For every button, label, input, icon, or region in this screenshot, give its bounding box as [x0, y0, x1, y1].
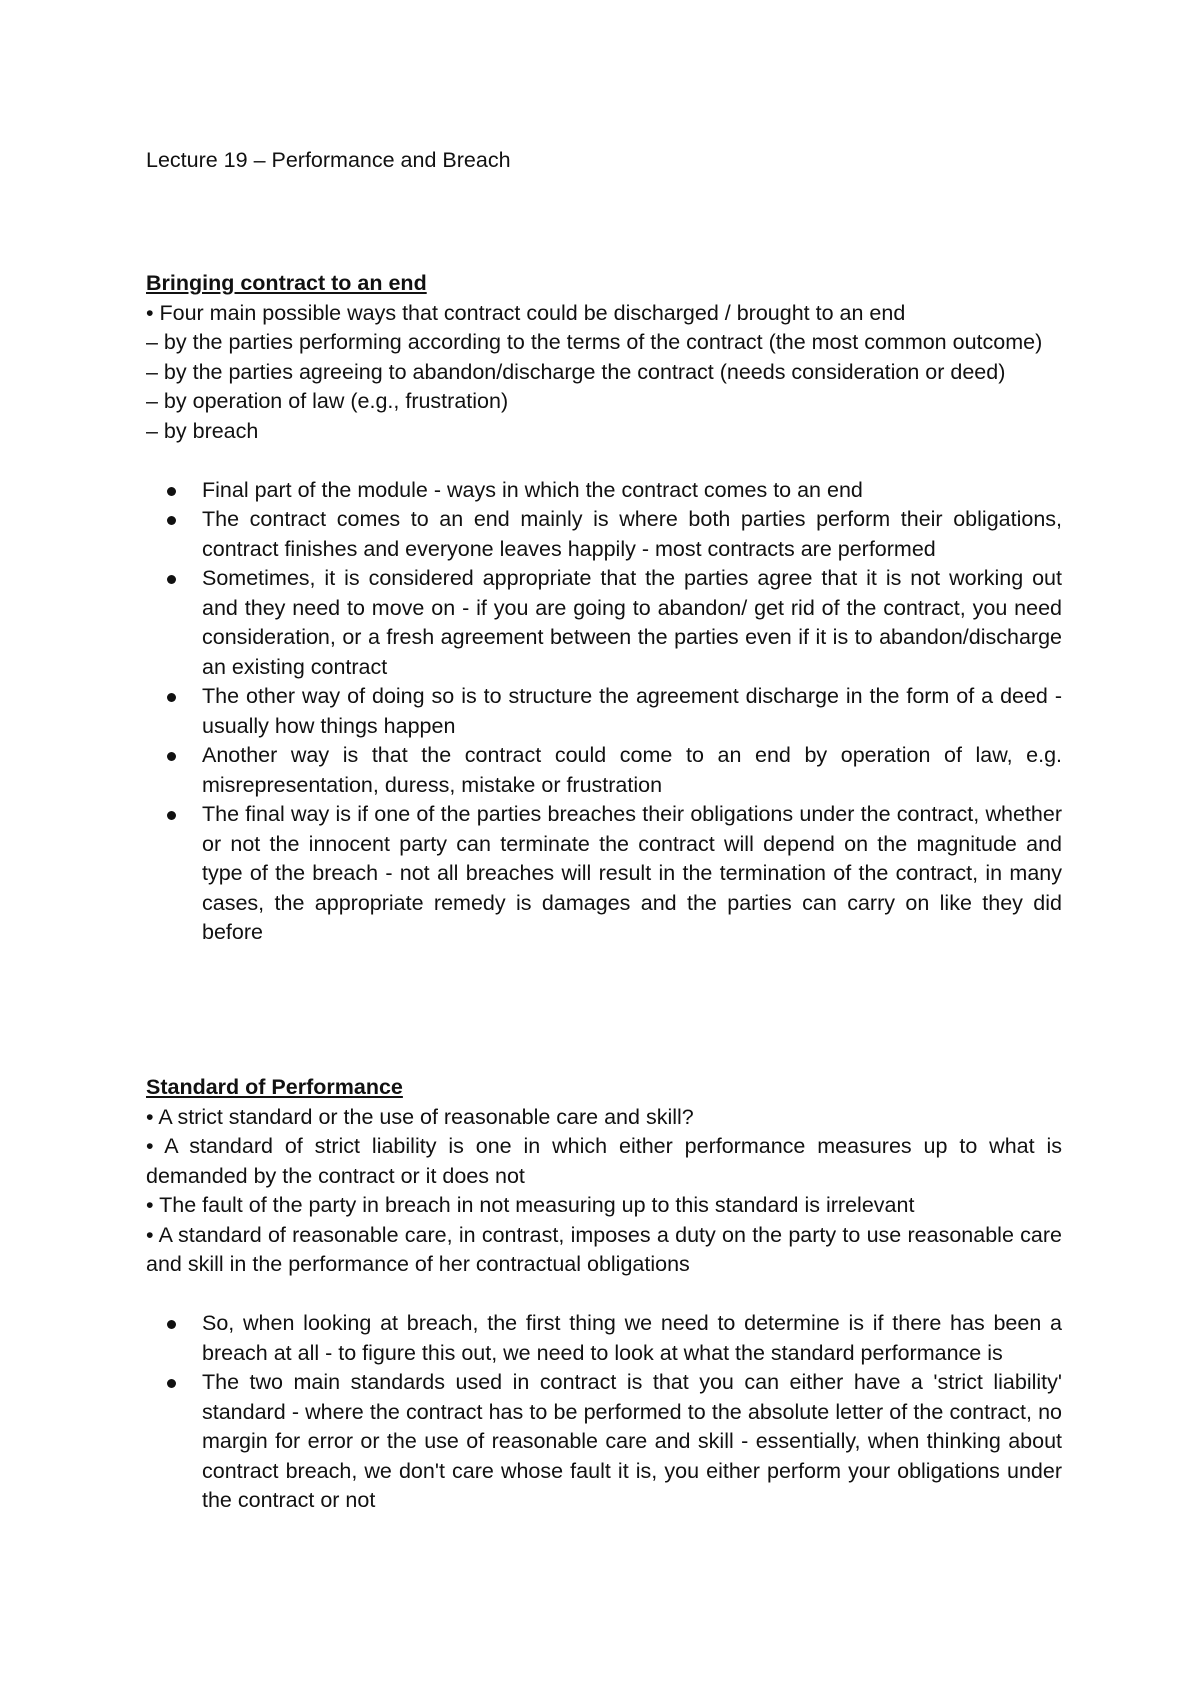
- bullet-item: [146, 564, 1062, 682]
- bullet-text: Sometimes, it is considered appropriate that the parties agree that it is not working out and they need to move on - if you are going to abandon/ get rid of the contract, you need consideration, or a fresh agreement between the parties even if it is to abandon/discharge an existing contract: [202, 566, 1062, 679]
- bullet-dot-icon: [167, 1379, 176, 1388]
- bullet-item: [146, 1309, 1062, 1368]
- bullet-dot-icon: [167, 752, 176, 761]
- bullet-text: The contract comes to an end mainly is where both parties perform their obligations, contract finishes and everyone leaves happily - most contracts are performed: [202, 507, 1062, 561]
- bullet-item: [146, 1368, 1062, 1516]
- bullet-dot-icon: [167, 575, 176, 584]
- section-heading: Standard of Performance: [146, 1075, 403, 1099]
- bullet-dot-icon: [167, 693, 176, 702]
- bullet-item: [146, 800, 1062, 948]
- bullet-text: Final part of the module - ways in which the contract comes to an end: [202, 477, 863, 502]
- bullet-text: Another way is that the contract could come to an end by operation of law, e.g. misrepresentation, duress, mistake or frustration: [202, 743, 1062, 797]
- paragraph: • A standard of strict liability is one in which either performance measures up to what is demanded by the contract or it does not: [146, 1134, 1062, 1188]
- paragraph: – by the parties agreeing to abandon/discharge the contract (needs consideration or deed): [146, 359, 1006, 384]
- document-page: [146, 0, 1062, 1698]
- paragraph: – by operation of law (e.g., frustration): [146, 389, 509, 413]
- bullet-dot-icon: [167, 487, 176, 496]
- section-standard-of-performance: [146, 1073, 1062, 1516]
- paragraph: • A strict standard or the use of reasonable care and skill?: [146, 1104, 694, 1129]
- bullet-text: So, when looking at breach, the first thing we need to determine is if there has been a breach at all - to figure this out, we need to look at what the standard performance is: [202, 1311, 1062, 1365]
- section-bringing-contract-to-end: [146, 269, 1062, 948]
- page-title: Lecture 19 – Performance and Breach: [146, 148, 511, 172]
- bullet-dot-icon: [167, 1320, 176, 1329]
- bullet-item: [146, 741, 1062, 800]
- bullet-item: [146, 505, 1062, 564]
- bullet-text: The final way is if one of the parties breaches their obligations under the contract, whether or not the innocent party can terminate the contract will depend on the magnitude and type of the breach - not all breaches will result in the termination of the contract, in many cases, the appropriate remedy is damages and the parties can carry on like they did before: [202, 802, 1062, 944]
- paragraph: • Four main possible ways that contract could be discharged / brought to an end: [146, 300, 906, 325]
- bullet-list: [146, 476, 1062, 948]
- bullet-item: [146, 682, 1062, 741]
- bullet-text: The other way of doing so is to structure the agreement discharge in the form of a deed - usually how things happen: [202, 684, 1062, 738]
- paragraph: – by the parties performing according to the terms of the contract (the most common outcome): [146, 330, 1043, 354]
- bullet-item: [146, 476, 1062, 506]
- bullet-dot-icon: [167, 811, 176, 820]
- paragraph: • The fault of the party in breach in not measuring up to this standard is irrelevant: [146, 1193, 915, 1217]
- section-heading: Bringing contract to an end: [146, 271, 427, 295]
- bullet-list: [146, 1309, 1062, 1516]
- bullet-dot-icon: [167, 516, 176, 525]
- paragraph: • A standard of reasonable care, in contrast, imposes a duty on the party to use reasonable care and skill in the performance of her contractual obligations: [146, 1222, 1062, 1276]
- bullet-text: The two main standards used in contract is that you can either have a 'strict liability' standard - where the contract has to be performed to the absolute letter of the contract, no margin for error or the use of reasonable care and skill - essentially, when thinking about contract breach, we don't care whose fault it is, you either perform your obligations under the contract or not: [202, 1370, 1062, 1512]
- paragraph: – by breach: [146, 418, 259, 443]
